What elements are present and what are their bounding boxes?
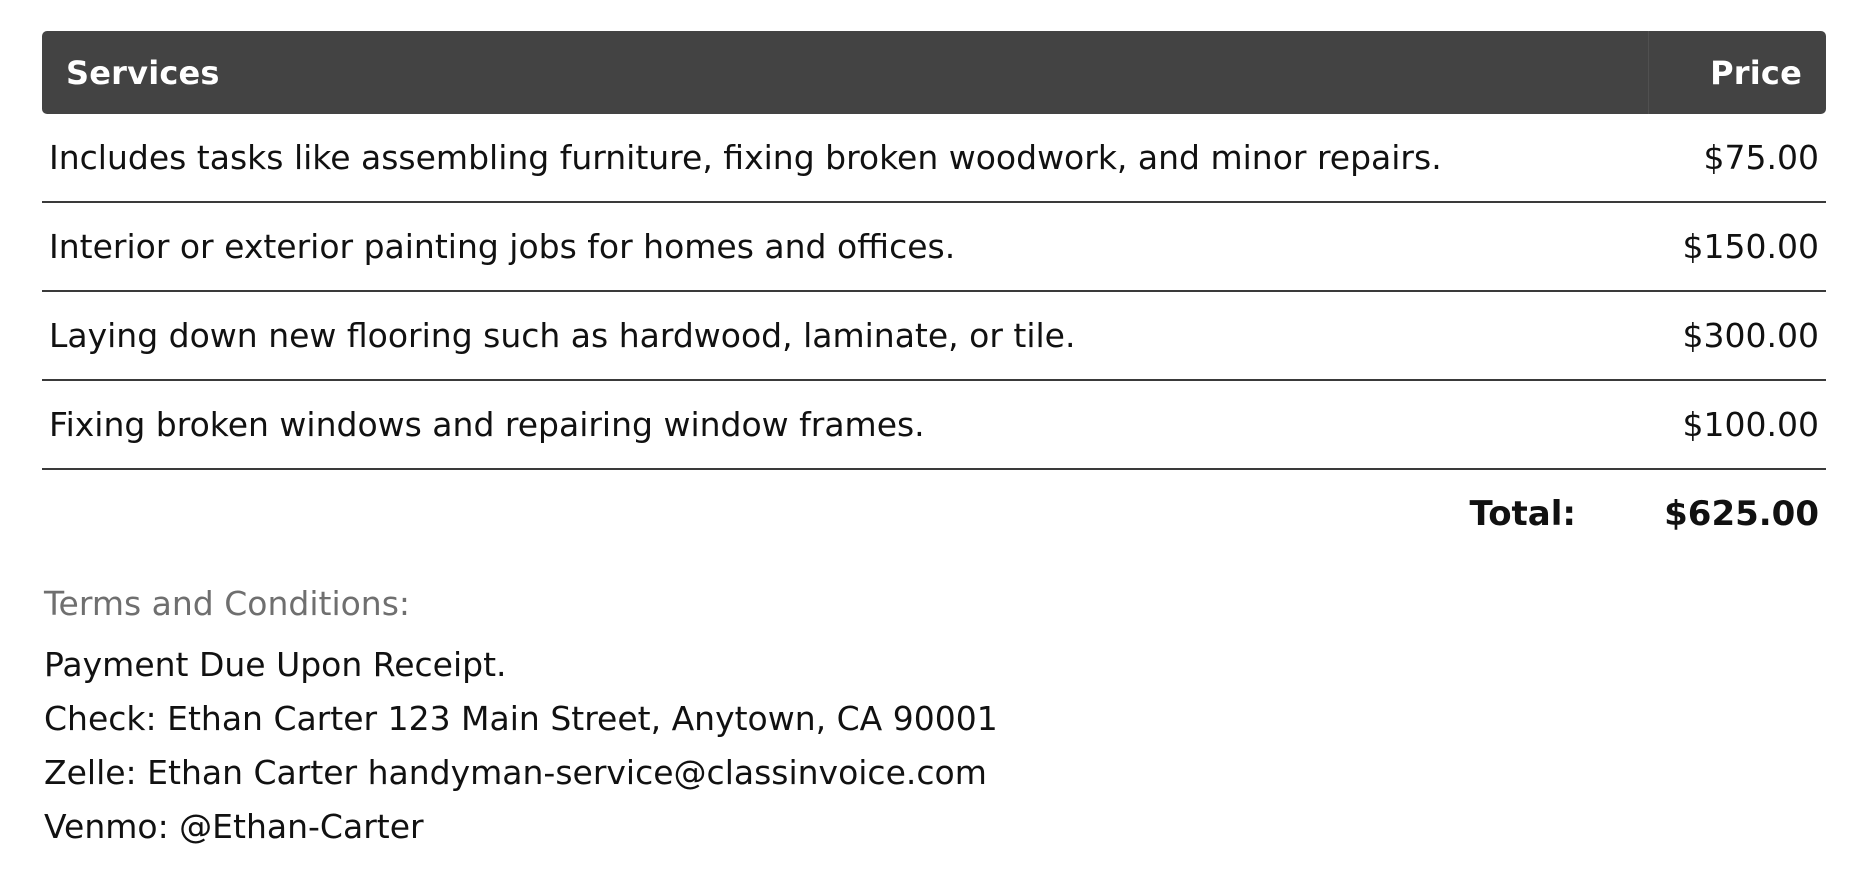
table-row — [42, 380, 1826, 469]
total-label: Total: — [1469, 494, 1576, 534]
terms-and-conditions — [44, 582, 1244, 854]
service-description: Includes tasks like assembling furniture, fixing broken woodwork, and minor repairs. — [42, 114, 1648, 202]
service-price: $100.00 — [1648, 380, 1826, 469]
service-description: Interior or exterior painting jobs for homes and offices. — [42, 202, 1648, 291]
service-description: Laying down new flooring such as hardwood, laminate, or tile. — [42, 291, 1648, 380]
service-price: $150.00 — [1648, 202, 1826, 291]
table-header-row — [42, 31, 1826, 114]
table-row — [42, 114, 1826, 202]
table-row — [42, 291, 1826, 380]
venmo-payment-info: Venmo: @Ethan-Carter — [44, 807, 424, 846]
price-column-header: Price — [1648, 31, 1826, 114]
services-column-header: Services — [42, 31, 1648, 114]
terms-heading: Terms and Conditions: — [44, 584, 411, 623]
check-payment-info: Check: Ethan Carter 123 Main Street, Anytown, CA 90001 — [44, 699, 998, 738]
zelle-payment-info: Zelle: Ethan Carter handyman-service@classinvoice.com — [44, 753, 987, 792]
total-amount: $625.00 — [1664, 494, 1819, 534]
payment-due-note: Payment Due Upon Receipt. — [44, 645, 507, 684]
service-description: Fixing broken windows and repairing window frames. — [42, 380, 1648, 469]
services-table — [42, 31, 1826, 558]
service-price: $300.00 — [1648, 291, 1826, 380]
service-price: $75.00 — [1648, 114, 1826, 202]
total-row — [42, 469, 1826, 558]
invoice-services-section — [42, 31, 1826, 558]
table-row — [42, 202, 1826, 291]
